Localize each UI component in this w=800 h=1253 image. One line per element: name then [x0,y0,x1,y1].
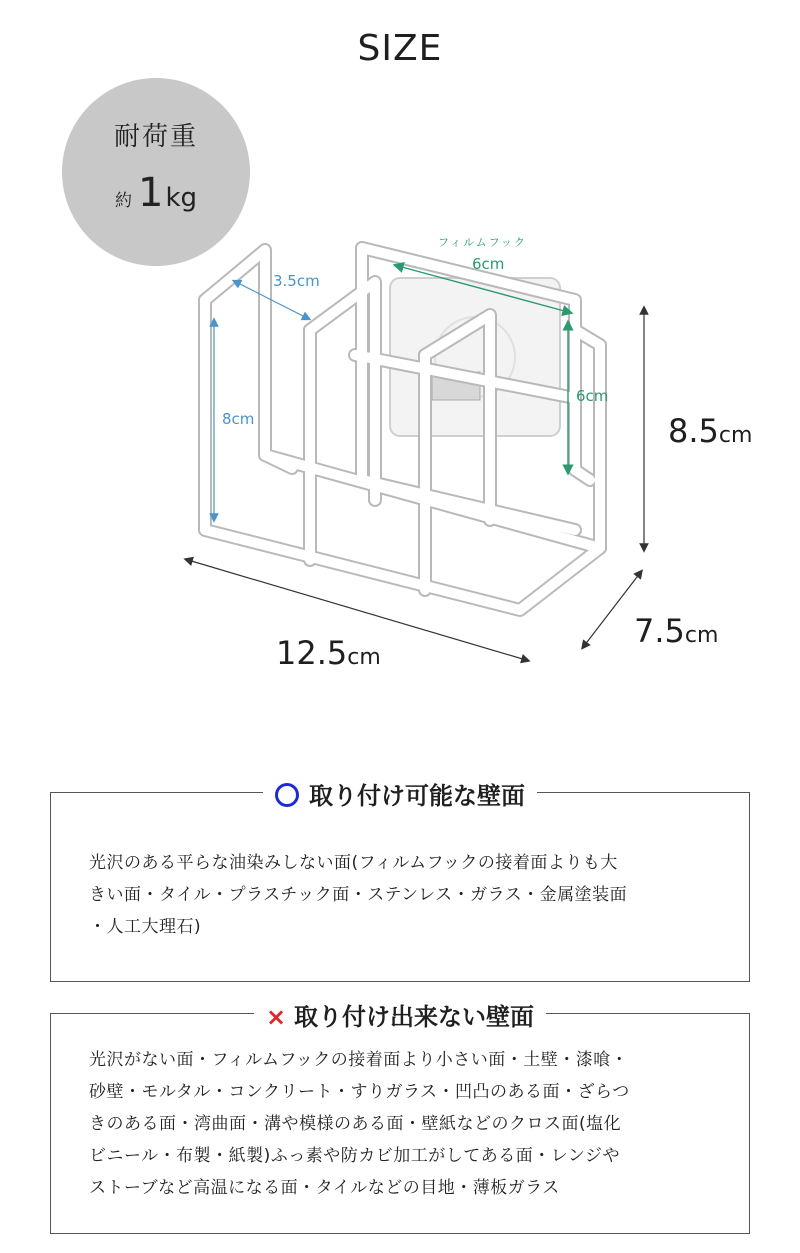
load-label: 耐荷重 [113,122,198,152]
page-title: SIZE [357,28,443,69]
ok-surfaces-box [50,782,750,982]
load-prefix: 約 [114,191,132,211]
inner-height-label: 8cm [222,410,255,428]
load-unit: kg [165,183,197,213]
width-value: 12.5 [276,634,348,672]
ng-surfaces-box [50,1003,750,1234]
hook-width-label: 6cm [472,255,505,273]
height-value: 8.5 [668,412,719,450]
circle-icon [275,783,299,807]
hook-label: フィルムフック [438,236,527,249]
ok-line: ・人工大理石) [89,917,202,937]
ng-surfaces-heading [51,997,749,1032]
depth-value: 7.5 [634,612,685,650]
ok-line: きい面・タイル・プラスチック面・ステンレス・ガラス・金属塗装面 [89,885,628,905]
depth-unit: cm [684,623,719,648]
ok-surfaces-text [89,847,719,943]
ng-surfaces-text [89,1044,719,1204]
load-value-row [62,170,250,216]
height-unit: cm [718,423,753,448]
ok-heading-text: 取り付け可能な壁面 [309,782,525,810]
ng-line: ストーブなど高温になる面・タイルなどの目地・薄板ガラス [89,1178,560,1198]
ng-line: 砂壁・モルタル・コンクリート・すりガラス・凹凸のある面・ざらつ [89,1082,630,1102]
load-value: 1 [137,170,164,216]
ok-surfaces-heading [51,776,749,811]
hook-height-label: 6cm [576,387,609,405]
film-hook-plate [390,278,560,436]
height-label [668,412,752,450]
ng-line: きのある面・湾曲面・溝や模様のある面・壁紙などのクロス面(塩化 [89,1114,622,1134]
cross-icon: × [265,1003,287,1031]
ok-line: 光沢のある平らな油染みしない面(フィルムフックの接着面よりも大 [89,853,618,873]
ng-heading-text: 取り付け出来ない壁面 [294,1003,535,1031]
depth-arrow [584,573,640,646]
ng-line: 光沢がない面・フィルムフックの接着面より小さい面・土壁・漆喰・ [89,1050,629,1070]
width-label [276,634,381,672]
ng-line: ビニール・布製・紙製)ふっ素や防カビ加工がしてある面・レンジや [89,1146,620,1166]
slot-width-label: 3.5cm [273,272,320,290]
width-unit: cm [347,645,381,670]
depth-label [634,612,718,650]
